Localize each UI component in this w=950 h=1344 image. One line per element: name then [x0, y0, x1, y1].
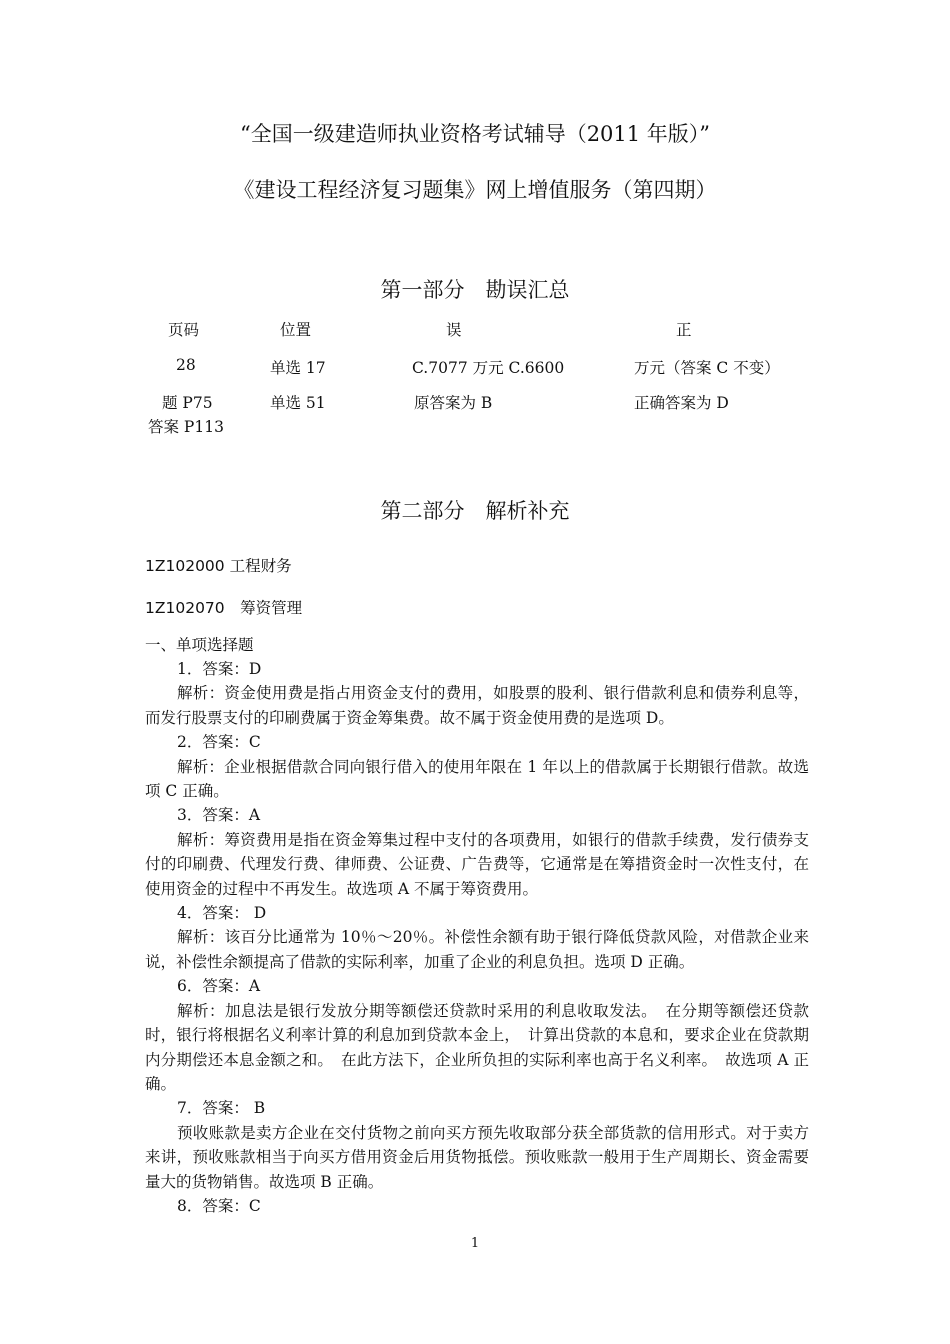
- row2-correct: 正确答案为 D: [634, 394, 729, 412]
- col-header-wrong: 误: [446, 321, 462, 339]
- row2-page: 题 P75: [162, 394, 213, 412]
- row1-correct: 万元（答案 C 不变）: [634, 359, 780, 377]
- part1-heading: 第一部分 勘误汇总: [380, 278, 570, 302]
- answer-3: 3．答案：A: [177, 806, 261, 825]
- section-financing-management: 1Z102070 筹资管理: [145, 599, 303, 617]
- answer-8: 8．答案：C: [177, 1196, 261, 1215]
- explanation-7: 预收账款是卖方企业在交付货物之前向买方预先收取部分获全部货款的信用形式。对于卖方来讲，预收账款相当于向买方借用资金后用货物抵偿。预收账款一般用于生产周期长、资金需要量大的货物销售。故选项 B 正确。: [145, 1123, 809, 1191]
- answer-2: 2．答案：C: [177, 733, 261, 752]
- explanation-4: 解析：该百分比通常为 10％～20％。补偿性余额有助于银行降低贷款风险，对借款企业来说，补偿性余额提高了借款的实际利率，加重了企业的利息负担。选项 D 正确。: [145, 928, 809, 971]
- col-header-page: 页码: [168, 321, 200, 339]
- explanation-1: 解析：资金使用费是指占用资金支付的费用，如股票的股利、银行借款利息和债券利息等，而发行股票支付的印刷费属于资金筹集费。故不属于资金使用费的是选项 D。: [145, 684, 809, 727]
- explanation-3: 解析：筹资费用是指在资金筹集过程中支付的各项费用，如银行的借款手续费，发行债券支付的印刷费、代理发行费、律师费、公证费、广告费等，它通常是在筹措资金时一次性支付，在使用资金的过程中不再发生。故选项 A 不属于筹资费用。: [145, 830, 809, 898]
- answer-7: 7．答案： B: [177, 1099, 266, 1118]
- page-number: 1: [470, 1236, 480, 1251]
- col-header-correct: 正: [676, 321, 692, 339]
- row2-page-line2: 答案 P113: [148, 418, 224, 436]
- col-header-position: 位置: [280, 321, 312, 339]
- row1-position: 单选 17: [270, 359, 326, 377]
- section-single-choice: 一、单项选择题: [145, 636, 254, 654]
- answer-6: 6．答案：A: [177, 977, 261, 996]
- row1-wrong: C.7077 万元 C.6600: [412, 359, 565, 377]
- document-title: “全国一级建造师执业资格考试辅导（2011 年版）”: [239, 122, 711, 146]
- explanation-6: 解析：加息法是银行发放分期等额偿还贷款时采用的利息收取发法。 在分期等额偿还贷款时，银行将根据名义利率计算的利息加到贷款本金上， 计算出贷款的本息和，要求企业在贷款期内分期偿还本息金额之和。 在此方法下，企业所负担的实际利率也高于名义利率。 故选项 A 正确。: [145, 1001, 809, 1093]
- answer-1: 1．答案：D: [177, 660, 262, 678]
- row2-wrong: 原答案为 B: [414, 394, 493, 412]
- part2-heading: 第二部分 解析补充: [380, 499, 570, 523]
- document-subtitle: 《建设工程经济复习题集》网上增值服务（第四期）: [233, 178, 717, 202]
- answer-4: 4．答案： D: [177, 904, 267, 923]
- explanation-2: 解析：企业根据借款合同向银行借入的使用年限在 1 年以上的借款属于长期银行借款。故选项 C 正确。: [145, 757, 809, 801]
- row2-position: 单选 51: [270, 394, 326, 412]
- section-engineering-finance: 1Z102000 工程财务: [145, 557, 292, 575]
- answer-list: [145, 657, 809, 1218]
- row1-page: 28: [176, 356, 196, 374]
